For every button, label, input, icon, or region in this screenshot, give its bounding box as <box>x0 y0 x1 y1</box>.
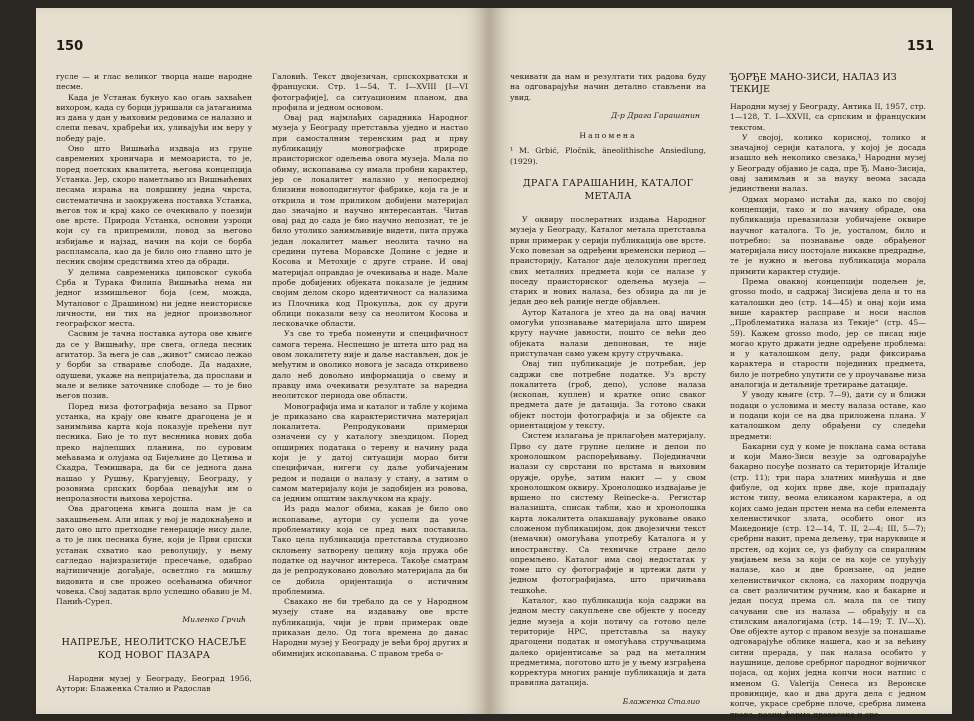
review-heading: ЂОРЂЕ МАНО-ЗИСИ, НАЛАЗ ИЗ ТЕКИЈЕ <box>730 72 897 95</box>
left-page <box>36 8 490 714</box>
paragraph: Ова драгоцена књига дошла нам је са закашњењем. Али ипак у њој је надокнађено и дато оно што претходне генерације нису дале, а то је лик песника буне, који је Први српски устанак схватио као револуцију, у њему сагледао најизразитије пресечање, одабрао најтипичније догађаје, осветлио га мишљу видовита и све прожео осећањима обичног човека. Свој задатак врло успешно обавио је М. Панић-Сурел. <box>56 504 252 607</box>
page-number: 150 <box>56 39 84 54</box>
paragraph: Свакако не би требало да се у Народном музеју стане на издавању ове врсте публикација, чији је први примерак овде приказан дело. Од тога времена до данас Народни музеј у Београду је већи број других и обимнијих ископавања. С правом треба о- <box>272 597 468 658</box>
review-signature: Д-р Драга Гарашанин <box>611 110 700 120</box>
paragraph: Бакарни суд у коме је поклана сама остава и који Мано-Зиси везује за одговарајуће бакарно посуђе познато са територије Италије (стр. 11); три пара златних минђуша и две фибуле, од којих прве две, које припадају истом типу, веома еликаном карактера, а од којих само један прстен нема на себи елемента хеленистичког злата, особито оног из Македоније (стр. 12—14, Т. II, 2—4; III, 5—7); сребрни накит, према дељењу, три наруквице и прстен, од којих се, уз фибулу са спиралним увијањем веза за који се на које се упућују налазе, као и две бронзане, од једне хелениствичког склона, са лахорим подручја са свет различитим ручним, као и бакарне и један посуд према сл. мала па се типу сачувани све из налаза — обрађују и са стилским аналогијама (стр. 14—19; Т. IV—X). Ове објекте аутор с правом везује за понашање одговарајуће облике нашега, као и за већину ситни прерада, у пак налаза особито у наушнице, делове сребрног пародног војничког појаса, од којих једна копчи носи натпис с именом G. Valeriја Сенеса из Веронске провинције, као и два друга дела с једном копче, украсе сребрне плоче, сребрна лимена трака, разни форме правасака и сре- <box>730 441 927 719</box>
paragraph: Поред низа фотографија везано за Првог устанка, на крају ове књиге драгоцена је и занимљива карта која показује прећени пут песника. Био је то пут веснника нових доба преко најлепших планина, по суровим мећавама и олујама од Бијељине до Цетиња и Скадра, Темишвара, да би се једнога дана нашао у Рушњу, Крагујевцу, Београду, у розовима српских борбаа певајући им о непролазности њихова херојства. <box>56 401 252 504</box>
review-heading: ДРАГА ГАРАШАНИН, КАТАЛОГ МЕТАЛА <box>522 178 694 203</box>
paragraph: чекивати да нам и резултати тих радова буду на одговарајући начин детално стављени на увид. <box>510 72 706 102</box>
paragraph: Оно што Вишњића издваја из групе савремених хроничара и мемоариста, то је, поред поетских квалитета, његова концепција Устанка. Јер, скоро наметљиво из Вишњићевих песама израња на површину једна чврста, систематична и заокружена поставка Устанка, његов ток и крај како се очекивало у поезији ове врсте. Природа Устанка, основни узроци који су га припремили, повод за његово избијање и најзад, начин на који се борба распламсала, као да је било оно главно што је песник својим средствима хтео да обради. <box>56 144 252 267</box>
paragraph: Према оваквој концепцији подељен је, grosso modo, и садржај Зисијева дела и то на каталошки део (стр. 14—45) и онај који има више карактер расправе и носи наслов ,,Проблематика налаза из Текије“ (стр. 45—59). Кажем grosso modo, јер се писац није могао круто држати једне одређене проблема: и у каталошком делу, ради фиксирања карактера и старости појединих предмета, било је потребно упутити се у проучавање низа аналогија и детаљније третирање датације. <box>730 277 926 390</box>
notes-title: Напомена <box>579 131 637 141</box>
paragraph: У уводу књиге (стр. 7—9), дати су и ближи подаци о условима и месту налаза оставе, као и подаци који се на два приложена плана. У каталошком делу обрађени су следећи предмети: <box>730 390 926 441</box>
review-heading: НАПРЕЉЕ, НЕОЛИТСКО НАСЕЉЕ КОД НОВОГ ПАЗАРА <box>61 636 247 661</box>
paragraph: У делима савременика циповског сукоба Срба и Турака Филипа Вишњића нема ни једног измишљеног боја (сем, можда, Мутаповог с Драшином) ни једне неисториске личности, ни тих на једног произвољног географског места. <box>56 267 252 329</box>
paragraph: Галовић. Текст двојезичан, српскохрватски и француски. Стр. 1—54, Т. I—XVIII [I—VI фотографије], са ситуационим планом, два профила и једном основом. <box>272 72 468 112</box>
paragraph: У оквиру послератних издања Народног музеја у Београду, Каталог метала претставља први примерак у серији публикација ове врсте. Уско повезан за одређени временски период — праисторију, Каталог даје целокупни преглед свих металних предмета који се налазе у поседу праисториског одељења музеја — старих и нових налаза, без обзира да ли је један део већ раније негде објављен. <box>510 215 706 307</box>
paragraph: Народни музеј у Београду, Београд 1956, Аутори: Блаженка Сталио и Радослав <box>56 673 252 694</box>
paragraph: Када је Устанак букнуо као огањ захваћен вихором, када су борци јуришали са јатаганима из дана у дан у њиховим редовима се налазио и слепи певач, храбрећи их, уливајући им веру у победу раје. <box>56 92 252 143</box>
right-column-1 <box>510 72 706 715</box>
paragraph: Из рада малог обима, какав је било ово ископавање, аутори су успели да уоче проблематику која се пред њих поставила. Тако цела публикација претставља студиозно склоњену затворену целину која пружа обе податке од научног интереса. Такође сматрам да је репродуковано довољно материјала да би се добила оријентација о истичним проблемима. <box>272 504 468 596</box>
left-column-2 <box>272 72 468 659</box>
paragraph: Аутор Каталога је хтео да на овај начин омогући упознавање материјала што ширем кругу научне јавности, пошто се већи део објеката налази депонован, те није приступачан само ужем кругу стручњака. <box>510 307 706 358</box>
review-signature: Миленко Грчић <box>182 615 246 625</box>
right-page <box>490 8 952 719</box>
paragraph: Овај тип публикације је потребан, јер садржи све потребне податке. Уз врсту локалитета (гроб, депо), услове налаза (ископан, куплен) и краткe опис сваког предмета дате је датација. За готово сваки објект постоји фотографија и за објекте са ориентацијом у тексту. <box>510 359 706 431</box>
page-number: 151 <box>906 39 934 54</box>
paragraph: Одмах морамо истаћи да, како по својој концепцији, тако и по начину обраде, ова публикација превазилази уобичајене оквире научног каталога. То је, уосталом, било и потребно: за познавање овде обрађеног материјала нису постојале никакве предрадње, те је нужно и његова публикација морала примити карактер студије. <box>730 194 926 276</box>
review-signature: Блаженка Сталио <box>622 696 700 706</box>
paragraph: Монографија има и каталог и табле у којима је приказано сва карактеристична материјал локалитета. Репродуковани примерци означени су у каталогу звездицом. Поред опширних података о терену и начину рада који је у датој ситуацији морао бити специфичан, нигеги су даље уобичајеним редом и подаци о налазу у стану, а затим о самом материјалу који је задобијен из ровова, са једним општим закључком на крају. <box>272 401 468 504</box>
footnote: ¹ М. Grbić, Pločnik, äneolithische Ansiedlung, (1929). <box>510 146 706 166</box>
right-column-2 <box>730 72 926 720</box>
paragraph: Сасвим је тачна поставка аутора ове књиге да се у Вишњићу, пре свега, огледа песник агитатор. За њега је сав ,,живот“ смисао лежао у борби за стварање слободе. Да надахне, одушеви, укаже на непријатеља, да прослави и мале и велике заточнике слободе — то је био његов позив. <box>56 329 252 401</box>
paragraph: Овај рад најмлађих сарадника Народног музеја у Београду претставља уједно и настао при самосталним теренским рад и прву публикацију монографске природе праисториског одељења овога музеја. Мала по обиму, ископавања су имала пробни карактер, јер се локалитет налазио у непосредној близини новоподигнутог фабрике, која га је и открила и том приликом добијени материјал дао значајно и научно интересантан. Читав овај рад до сада је био научно непознат, те је било утолико занимљивије видети, пита пружа један локалитет мањег неолита тачно на средини путева Моравске Долине с једне и Косова и Метохије с друге стране. И овај материјал оправдао је очекивања и наде. Мале пробе добијених објеката показале је једним својим делом скоро идентичност са налазима из Плочника код Прокупља, док су други облици показали везу са неолитом Косова и лесковачке области. <box>272 113 468 329</box>
paragraph: У својој, колико корисној, толико и значајној серији каталога, у којој је досада изашло већ неколико свезака,¹ Народни музеј у Београду објавио је сада, пре Ђ. Мано-Зисија, овај занимљив и за науку веома засада јединствени налаз. <box>730 132 926 194</box>
paragraph: Каталог, као публикација која садржи на једном месту сакупљене све објекте у поседу једне музеја а који потичу са готово целе територије НРС, претставља за науку драгоцени податак и омогућава стручњацима далеко оријентисање за рад на металним предметима, поготово што је у њему изграђена корректура многих раније публикација и дата правилна датација. <box>510 596 706 688</box>
paragraph: Систем излагања је прилагођен материјалу. Прво су дате групне целине и депои по хронолошком распоређивању. Појединачни налази су сврстани по врстама и њиховим оружје, оруђе, затим накит — у свом хронолошком оквиру. Хронолошко издвајање је вршено по систему Reinecke-a. Регистар налазишта, списак табли, као и хронолошка карта локалитета олакшавају руковање овако сложеном публикацијом, док двојезични текст (немачки) омогућава употребу Каталога и у иностранству. Са техничке стране дело опремљено. Каталог има свој недостатак у томе што су фотографије и цртежи дати у једном фотографијама, што причињава тешкоће. <box>510 431 706 595</box>
paragraph: Уз све то треба поменути и специфичност самога терена. Неспешно је штета што рад на овом локалитету није и даље настављен, док је међутим и оволико новога је засада откривено дало неб довољно информација о свему и правцу има очекивати резултате за наредна неолитског периода ове области. <box>272 329 468 401</box>
paragraph: Народни музеј у Београду, Антика II, 1957, стр. 1—128, Т. I—XXVII, са српским и француским текстом. <box>730 102 926 132</box>
paragraph: гусле — и глас великог творца наше народне песме. <box>56 72 252 92</box>
left-column-1 <box>56 72 252 694</box>
